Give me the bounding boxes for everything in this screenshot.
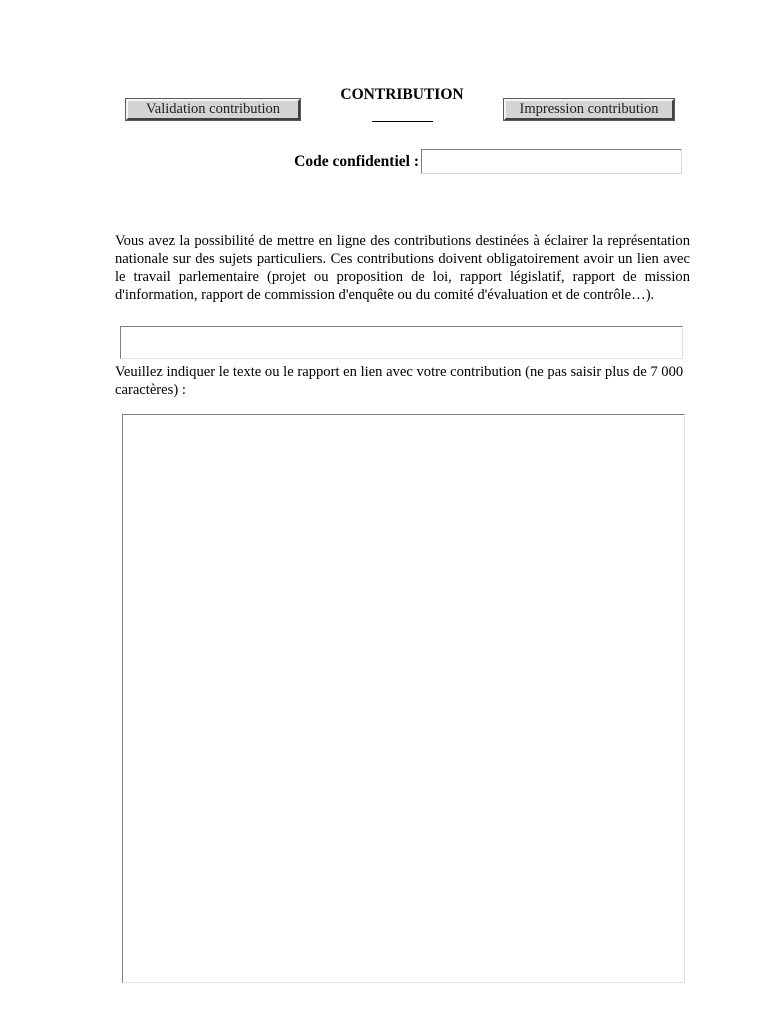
validation-contribution-button[interactable]: Validation contribution <box>126 99 300 120</box>
instruction-paragraph: Veuillez indiquer le texte ou le rapport en lien avec votre contribution (ne pas saisir plus de 7 000 caractères) : <box>115 364 684 398</box>
intro-paragraph: Vous avez la possibilité de mettre en ligne des contributions destinées à éclairer la représentation nationale sur des sujets particuliers. Ces contributions doivent obligatoirement avoir un lien avec le travail parlementaire (projet ou proposition de loi, rapport législatif, rapport de mission d'information, rapport de commission d'enquête ou du comité d'évaluation et de contrôle…). <box>115 233 690 303</box>
reference-text-input[interactable] <box>120 326 683 359</box>
title-underline <box>372 121 433 122</box>
code-confidentiel-input[interactable] <box>421 149 682 174</box>
page-title: CONTRIBUTION <box>340 86 464 103</box>
code-confidentiel-label: Code confidentiel : <box>294 153 419 170</box>
impression-contribution-button[interactable]: Impression contribution <box>504 99 674 120</box>
contribution-textarea[interactable] <box>122 414 685 983</box>
